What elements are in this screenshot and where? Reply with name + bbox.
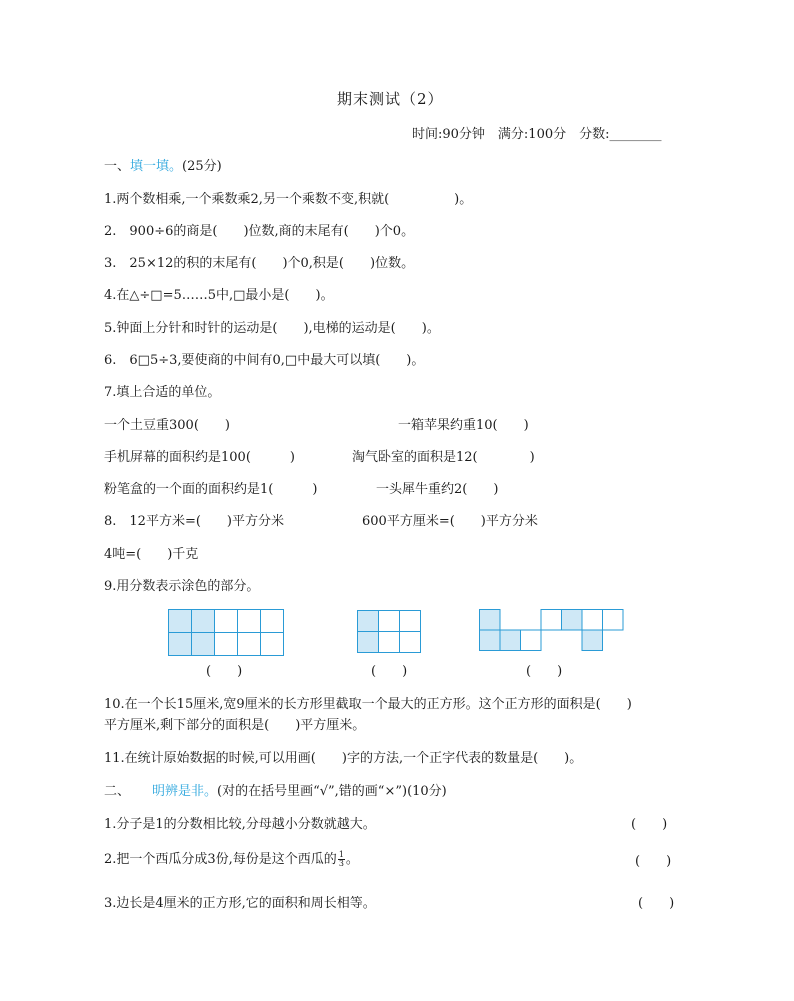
fraction-denominator: 3	[338, 859, 344, 868]
shaded-cell	[562, 610, 583, 631]
question-1-8c: 4吨=( )千克	[104, 547, 199, 562]
shaded-cell	[480, 630, 501, 651]
question-1-2: 2. 900÷6的商是( )位数,商的末尾有( )个0。	[104, 224, 415, 239]
question-2-2-end: 。	[345, 852, 359, 867]
question-2-1-answer[interactable]: ( )	[631, 817, 668, 832]
question-1-10-line-2: 平方厘米,剩下部分的面积是( )平方厘米。	[104, 718, 366, 733]
section-2-description: (对的在括号里画“√”,错的画“×”)(10分)	[217, 784, 447, 799]
shaded-cell	[169, 610, 192, 633]
page-title: 期末测试（2）	[337, 90, 444, 108]
question-1-7e: 粉笔盒的一个面的面积约是1( )	[104, 482, 318, 497]
fraction-numerator: 1	[338, 850, 344, 859]
question-1-6: 6. 6□5÷3,要使商的中间有0,□中最大可以填( )。	[104, 353, 425, 368]
question-1-7: 7.填上合适的单位。	[104, 385, 221, 400]
blank-cell	[400, 632, 421, 653]
question-1-7f: 一头犀牛重约2( )	[376, 482, 499, 497]
blank-cell	[215, 633, 238, 656]
blank-cell	[582, 610, 603, 631]
question-1-9: 9.用分数表示涂色的部分。	[104, 579, 260, 594]
question-1-11: 11.在统计原始数据的时候,可以用画( )字的方法,一个正字代表的数量是( )。	[104, 751, 583, 766]
section-1-name: 填一填。	[130, 159, 183, 174]
shaded-cell	[582, 630, 603, 651]
fraction-figure-2	[357, 610, 421, 654]
fraction-one-third	[338, 851, 345, 868]
section-1-heading	[104, 160, 222, 173]
question-1-8b: 600平方厘米=( )平方分米	[362, 514, 538, 529]
blank-cell	[541, 610, 562, 631]
blank-cell	[261, 610, 284, 633]
question-1-7c: 手机屏幕的面积约是100( )	[104, 450, 295, 465]
question-2-2	[104, 851, 359, 868]
blank-cell	[603, 610, 624, 631]
blank-cell	[521, 630, 542, 651]
figure-1-answer-blank: ( )	[206, 664, 243, 679]
shaded-cell	[500, 630, 521, 651]
blank-cell	[238, 633, 261, 656]
question-2-2-answer[interactable]: ( )	[635, 854, 672, 869]
figure-3-answer-blank: ( )	[526, 664, 563, 679]
figure-2-answer-blank: ( )	[371, 664, 408, 679]
question-1-7b: 一箱苹果约重10( )	[398, 418, 529, 433]
section-1-number: 一、	[104, 159, 131, 174]
shaded-cell	[192, 610, 215, 633]
question-1-3: 3. 25×12的积的末尾有( )个0,积是( )位数。	[104, 256, 415, 271]
section-2-heading	[104, 785, 447, 798]
question-1-10-line-1: 10.在一个长15厘米,宽9厘米的长方形里截取一个最大的正方形。这个正方形的面积是( )	[104, 697, 632, 712]
question-1-5: 5.钟面上分针和时针的运动是( ),电梯的运动是( )。	[104, 321, 440, 336]
section-2-number: 二、	[104, 784, 131, 799]
blank-cell	[261, 633, 284, 656]
shaded-cell	[480, 610, 501, 631]
question-2-2-text: 2.把一个西瓜分成3份,每份是这个西瓜的	[104, 852, 337, 867]
question-1-4: 4.在△÷□=5……5中,□最小是( )。	[104, 288, 334, 303]
shaded-cell	[169, 633, 192, 656]
blank-cell	[238, 610, 261, 633]
shaded-cell	[358, 632, 379, 653]
blank-cell	[400, 611, 421, 632]
question-2-3: 3.边长是4厘米的正方形,它的面积和周长相等。	[104, 896, 376, 911]
question-2-1: 1.分子是1的分数相比较,分母越小分数就越大。	[104, 817, 376, 832]
fraction-figure-3	[479, 609, 627, 653]
fraction-figure-1	[168, 609, 284, 657]
section-2-name: 明辨是非。	[152, 784, 218, 799]
question-1-8a: 8. 12平方米=( )平方分米	[104, 514, 284, 529]
question-2-3-answer[interactable]: ( )	[638, 896, 675, 911]
shaded-cell	[192, 633, 215, 656]
blank-cell	[379, 632, 400, 653]
question-1-7d: 淘气卧室的面积是12( )	[352, 450, 535, 465]
blank-cell	[215, 610, 238, 633]
question-1-1: 1.两个数相乘,一个乘数乘2,另一个乘数不变,积就( )。	[104, 192, 473, 207]
question-1-7a: 一个土豆重300( )	[104, 418, 230, 433]
shaded-cell	[358, 611, 379, 632]
test-meta: 时间:90分钟 满分:100分 分数:________	[412, 127, 662, 142]
blank-cell	[379, 611, 400, 632]
section-1-score: (25分)	[182, 159, 222, 174]
